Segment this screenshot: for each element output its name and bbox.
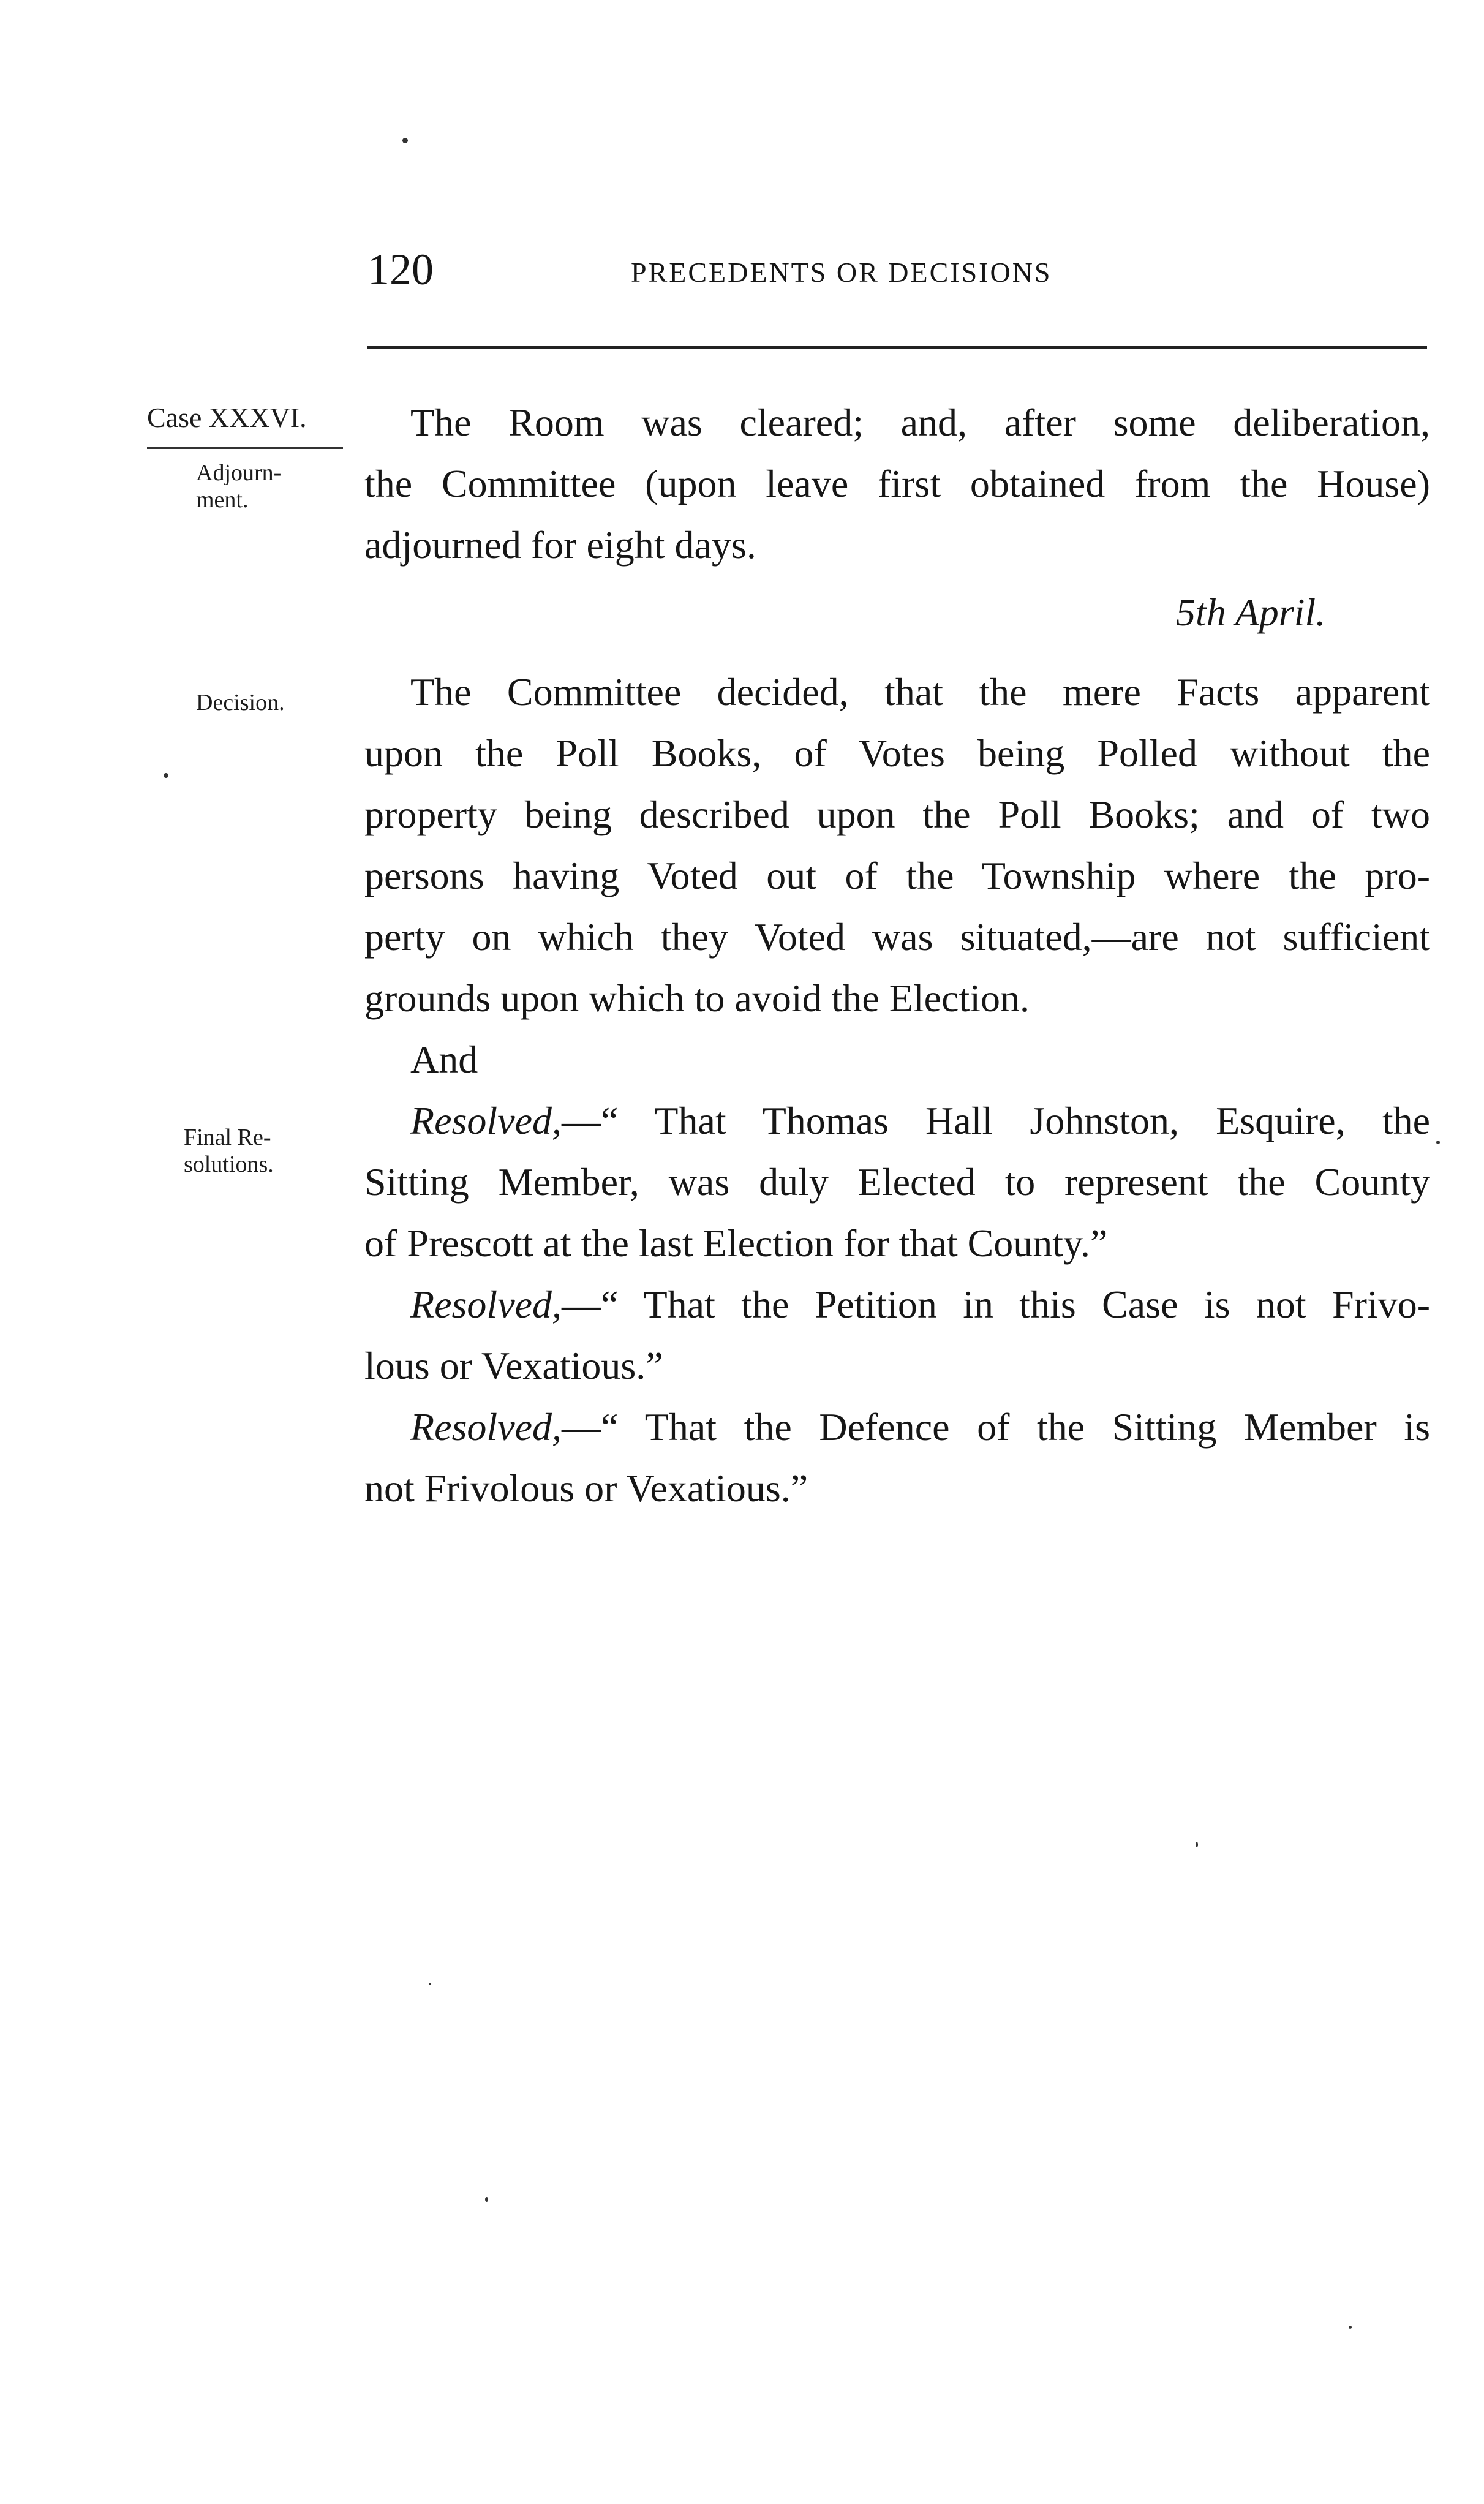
date-line: 5th April. <box>1176 590 1326 634</box>
header-rule <box>367 346 1427 349</box>
text-line: upon the Poll Books, of Votes being Polled without the <box>364 731 1430 775</box>
margin-case-label: Case XXXVI. <box>147 402 307 433</box>
resolution-1-line: Resolved,—“ That Thomas Hall Johnston, Esquire, the <box>410 1099 1430 1142</box>
speck <box>402 138 408 143</box>
text-line: Sitting Member, was duly Elected to represent the County <box>364 1160 1430 1204</box>
speck <box>164 773 168 778</box>
text-line: lous or Vexatious.” <box>364 1344 663 1387</box>
running-head: PRECEDENTS OR DECISIONS <box>631 257 1052 288</box>
speck <box>1349 2326 1352 2329</box>
text-line: grounds upon which to avoid the Election. <box>364 976 1030 1020</box>
speck <box>485 2197 488 2202</box>
resolved-label: Resolved, <box>410 1405 562 1449</box>
page-number: 120 <box>367 245 434 294</box>
resolution-2-line: Resolved,—“ That the Petition in this Case is not Frivo- <box>410 1283 1430 1326</box>
text-line: The Committee decided, that the mere Facts apparent <box>410 670 1430 714</box>
text-line: of Prescott at the last Election for that County.” <box>364 1221 1108 1265</box>
text-line: persons having Voted out of the Township where the pro- <box>364 854 1430 897</box>
text-line: And <box>410 1038 478 1081</box>
text-line: adjourned for eight days. <box>364 523 756 567</box>
text-line: perty on which they Voted was situated,—are not sufficient <box>364 915 1430 959</box>
resolved-label: Resolved, <box>410 1283 562 1326</box>
page-header <box>367 245 1427 294</box>
text-line: The Room was cleared; and, after some deliberation, <box>410 401 1430 444</box>
case-underline <box>147 447 343 449</box>
text-line: property being described upon the Poll Books; and of two <box>364 793 1430 836</box>
margin-note-decision: Decision. <box>196 690 285 715</box>
resolved-label: Resolved, <box>410 1099 562 1142</box>
speck <box>429 1983 431 1985</box>
margin-note-adjournment: Adjourn- ment. <box>196 460 282 513</box>
speck <box>1436 1141 1440 1144</box>
text-line: the Committee (upon leave first obtained from the House) <box>364 462 1430 505</box>
text-line: not Frivolous or Vexatious.” <box>364 1466 808 1510</box>
speck <box>1196 1842 1198 1847</box>
margin-note-final-resolutions: Final Re- solutions. <box>184 1125 274 1177</box>
resolution-3-line: Resolved,—“ That the Defence of the Sitting Member is <box>410 1405 1430 1449</box>
